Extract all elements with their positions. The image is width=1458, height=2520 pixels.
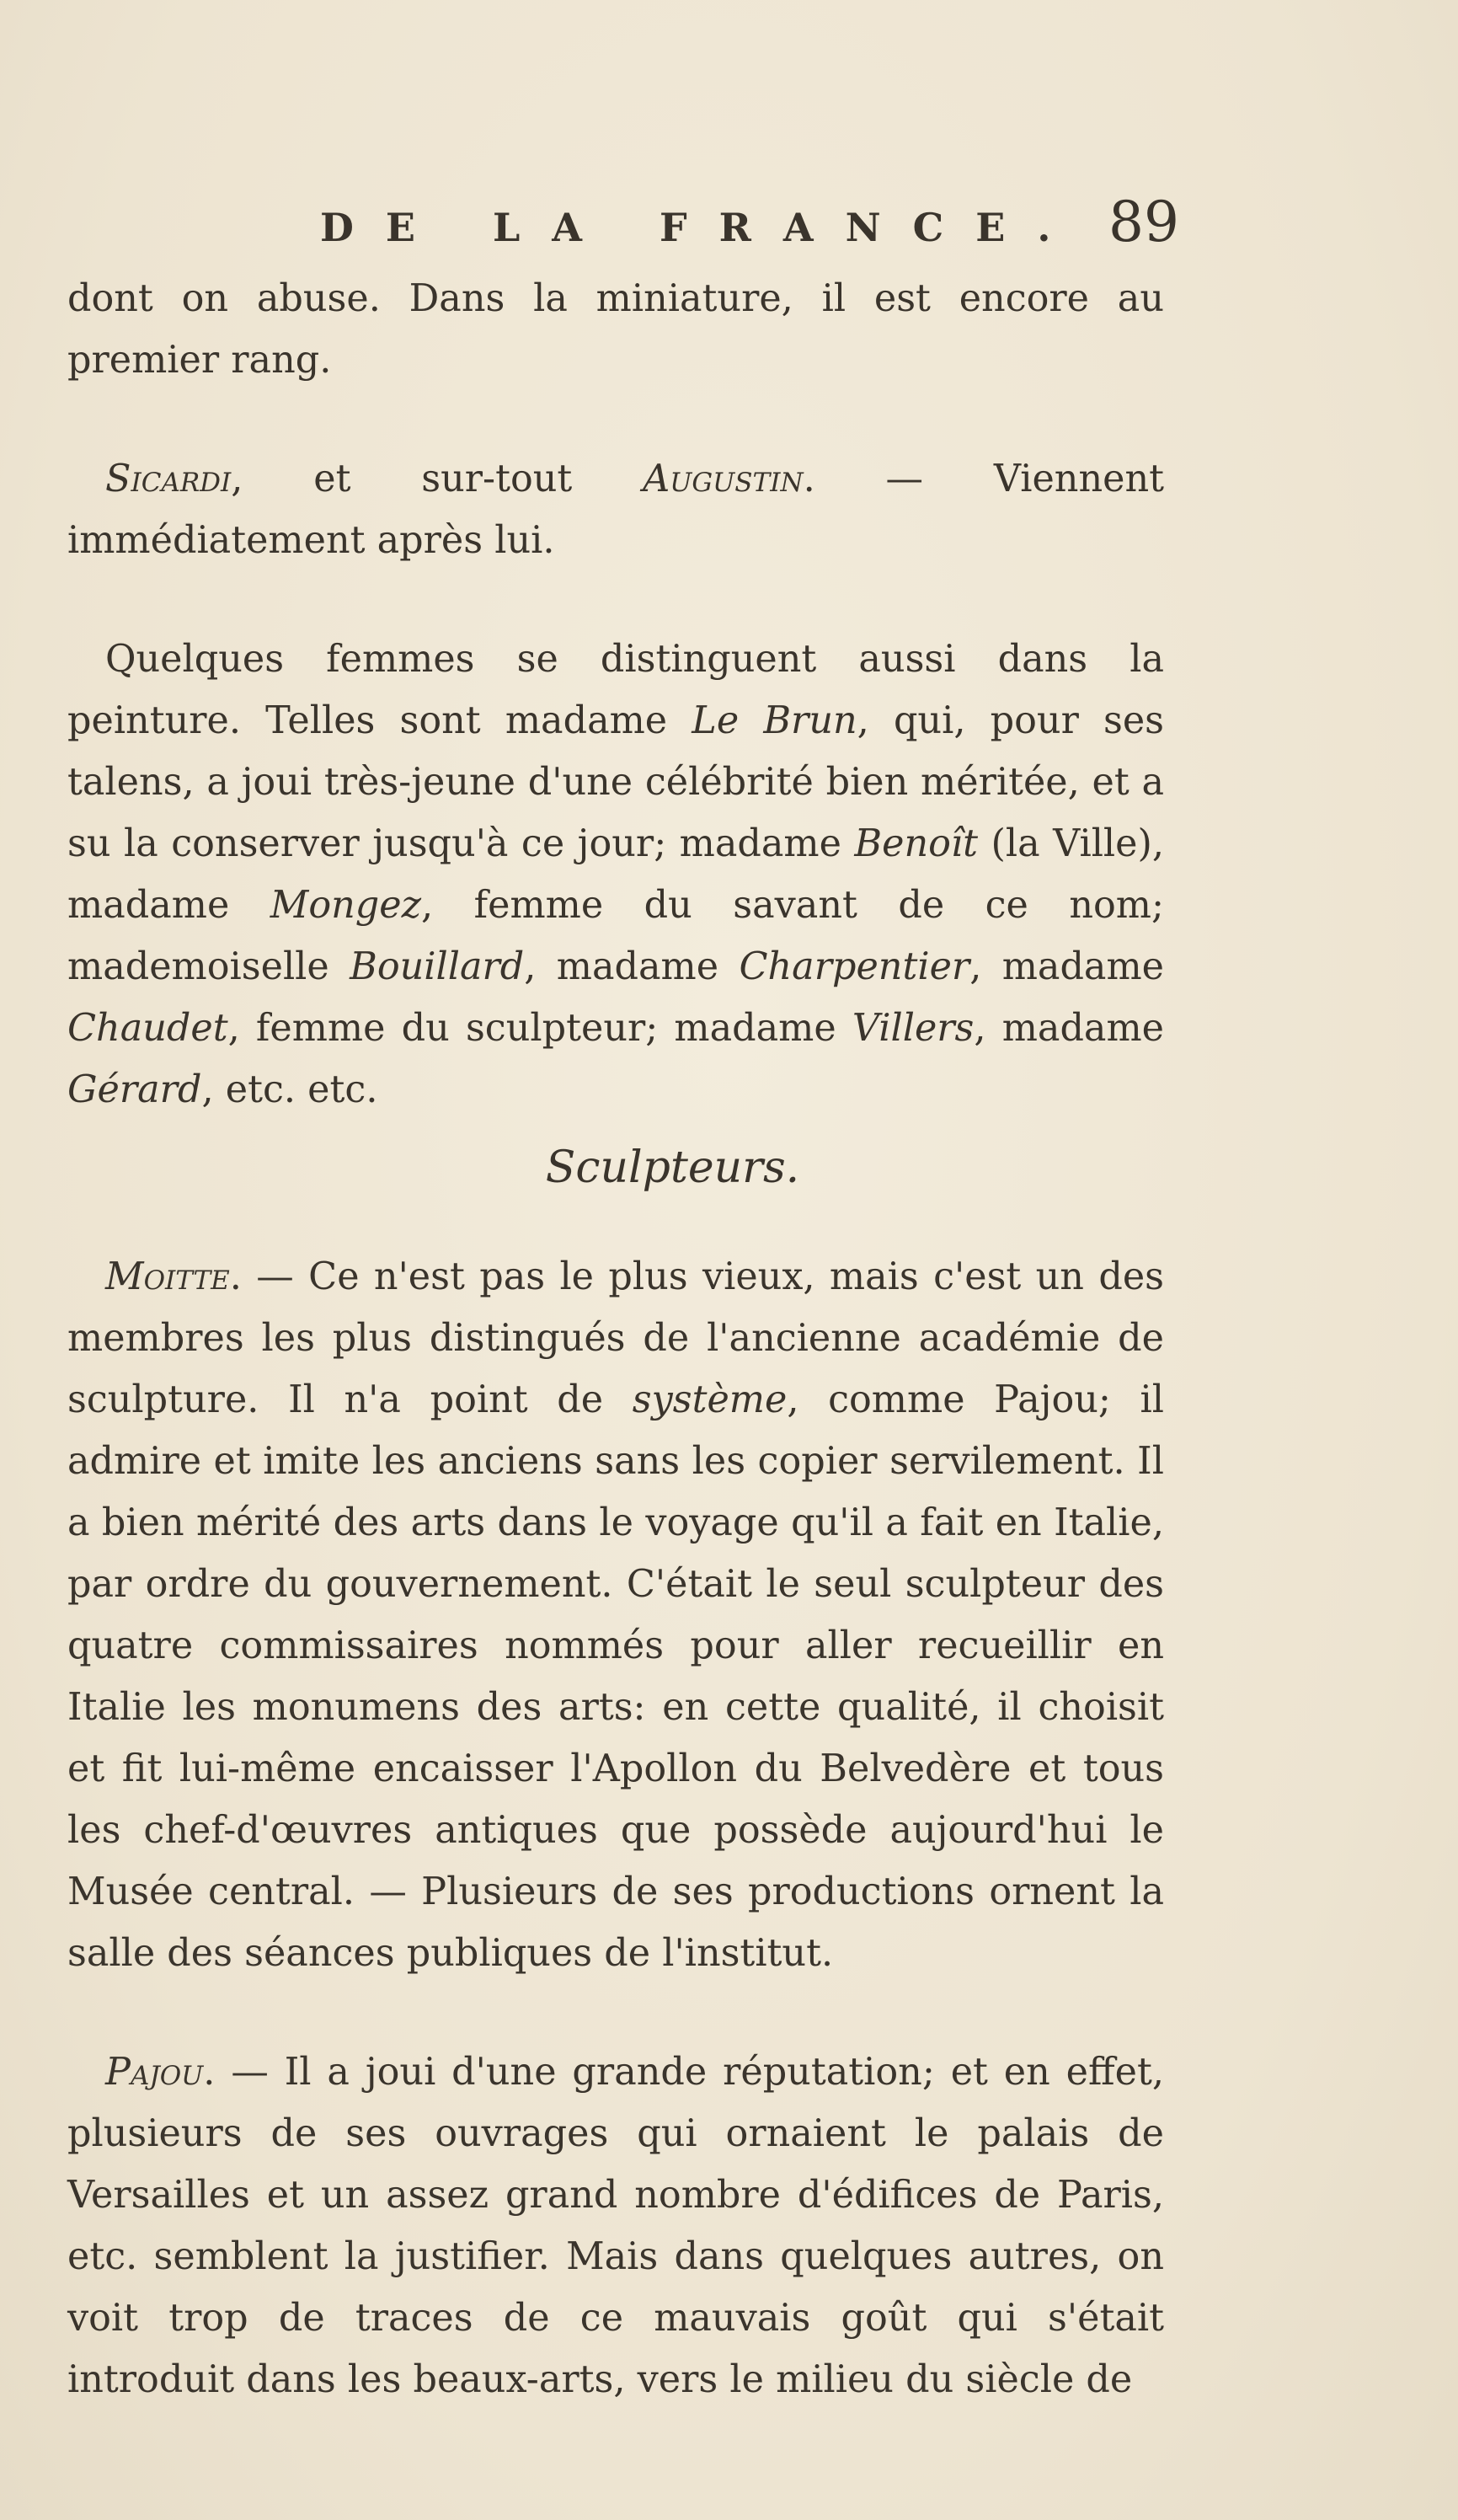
text-run: , comme Pajou; il admire et imite les anciens sans les copier servilement. Il a bien mérité des arts dans le voyage qu'il a fait en Italie, par ordre du gouvernement. C'était le seul sculpteur des quatre commissaires nommés pour aller recueillir en Italie les monumens des arts: en cette qualité, il choisit et fit lui-même encaisser l'Apollon du Belvedère et tous les chef-d'œuvres antiques que possède aujourd'hui le Musée central. — Plusieurs de ses productions ornent la salle des séances publiques de l'institut. [67, 1378, 1164, 1975]
text-run: , femme du savant de ce nom; mademoiselle [67, 884, 1164, 988]
text-run: , madame [969, 945, 1164, 988]
text-run: , madame [524, 945, 740, 988]
page-number: 89 [1108, 190, 1179, 254]
page-header [67, 190, 1179, 254]
name-villers: Villers [852, 1007, 975, 1050]
term-systeme: système [632, 1378, 788, 1421]
name-bouillard: Bouillard [350, 945, 525, 988]
paragraph-miniature [67, 268, 1164, 391]
text-run: , femme du sculpteur; madame [227, 1007, 852, 1050]
text-run: , qui, pour ses talens, a joui très-jeune d'une célébrité bien méritée, et a su la conserver jusqu'à ce jour; madame [67, 699, 1165, 865]
paragraph-moitte [67, 1246, 1164, 1984]
body-text [67, 268, 1164, 2410]
name-pajou: Pajou [105, 2051, 204, 2094]
name-mongez: Mongez [270, 884, 422, 927]
running-head: DE LA FRANCE. [320, 205, 1083, 250]
text-run: , et sur-tout [231, 457, 644, 500]
text-run: . — Ce n'est pas le plus vieux, mais c'est un des membres les plus distingués de l'ancienne académie de sculpture. Il n'a point de [67, 1255, 1164, 1421]
text-run: , etc. etc. [201, 1068, 378, 1111]
text-run: Quelques femmes se distinguent aussi dans la peinture. Telles sont madame [67, 638, 1164, 742]
name-moitte: Moitte [105, 1255, 230, 1298]
paragraph-sicardi [67, 448, 1164, 571]
text-run: . — Viennent immédiatement après lui. [67, 457, 1164, 562]
name-augustin: Augustin [643, 457, 804, 500]
paragraph-text: dont on abuse. Dans la miniature, il est encore au premier rang. [67, 277, 1164, 382]
paragraph-pajou [67, 2041, 1164, 2410]
name-charpentier: Charpentier [739, 945, 970, 988]
name-benoit: Benoît [854, 822, 979, 865]
text-run: . — Il a joui d'une grande réputation; et en effet, plusieurs de ses ouvrages qui ornaient le palais de Versailles et un assez grand nombre d'édifices de Paris, etc. semblent la justifier. Mais dans quelques autres, on voit trop de traces de ce mauvais goût qui s'était introduit dans les beaux-arts, vers le milieu du siècle de [67, 2051, 1164, 2401]
name-gerard: Gérard [67, 1068, 202, 1111]
name-chaudet: Chaudet [67, 1007, 228, 1050]
text-run: (la Ville), madame [67, 822, 1165, 927]
name-sicardi: Sicardi [105, 457, 232, 500]
paragraph-femmes-peintres [67, 629, 1164, 1121]
section-heading [67, 1137, 1164, 1199]
section-heading-text: Sculpteurs. [545, 1142, 800, 1193]
text-run: , madame [974, 1007, 1164, 1050]
name-le-brun: Le Brun [692, 699, 857, 742]
